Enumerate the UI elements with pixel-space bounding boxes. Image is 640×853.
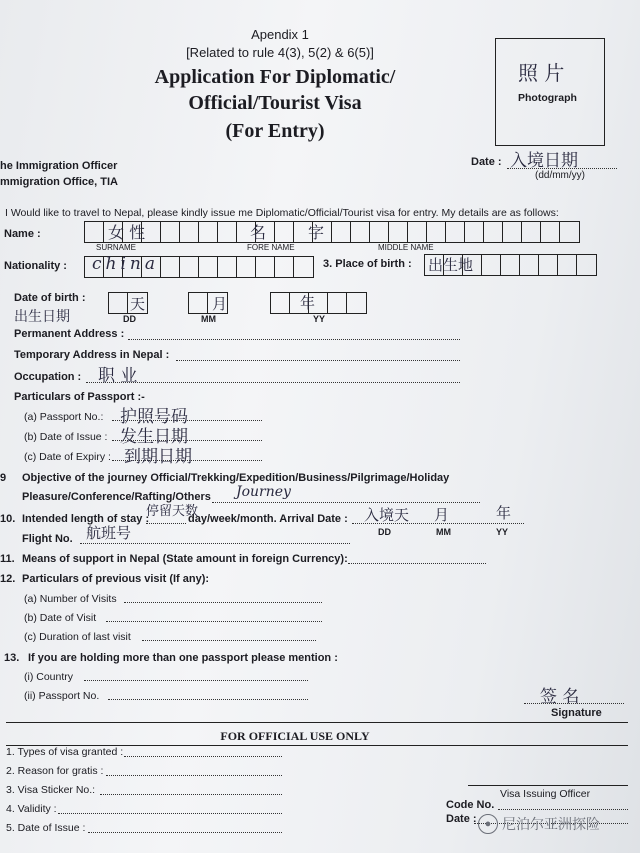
- official-item-1: 1. Types of visa granted :: [6, 746, 124, 758]
- previous-label: Particulars of previous visit (If any):: [22, 573, 210, 585]
- photo-handwriting: 照 片: [518, 61, 565, 85]
- official-date-label: Date :: [446, 813, 477, 825]
- support-label: Means of support in Nepal (State amount in foreign Currency):: [22, 553, 348, 565]
- name-label: Name :: [4, 228, 41, 240]
- code-field[interactable]: [498, 809, 628, 810]
- previous-b-label: (b) Date of Visit: [24, 612, 97, 624]
- signature-field[interactable]: [524, 703, 624, 704]
- name-forename-handwriting-2: 字: [308, 223, 325, 242]
- dob-year-boxes[interactable]: [270, 292, 367, 314]
- permanent-address-label: Permanent Address :: [14, 328, 125, 340]
- surname-caption: SURNAME: [96, 243, 137, 252]
- occupation-label: Occupation :: [14, 371, 82, 383]
- intro-text: I Would like to travel to Nepal, please kindly issue me Diplomatic/Official/Tourist visa for entry. My details are as follows:: [5, 207, 559, 219]
- stay-length-field[interactable]: [146, 523, 186, 524]
- arrival-month-handwriting: 月: [434, 506, 450, 524]
- official-item-2: 2. Reason for gratis :: [6, 765, 104, 777]
- official-item-5-field[interactable]: [88, 832, 282, 833]
- multiple-passport-label: (ii) Passport No.: [24, 690, 100, 702]
- watermark-text: 尼泊尔亚洲探险: [502, 816, 600, 832]
- official-item-3-field[interactable]: [100, 794, 282, 795]
- signature-handwriting: 签 名: [540, 687, 580, 707]
- objective-number: 9: [0, 472, 7, 484]
- temporary-address-label: Temporary Address in Nepal :: [14, 349, 170, 361]
- nationality-label: Nationality :: [4, 260, 67, 272]
- official-item-5: 5. Date of Issue :: [6, 822, 86, 834]
- wechat-icon: ●: [478, 814, 498, 834]
- rule-reference: [Related to rule 4(3), 5(2) & 6(5)]: [186, 45, 374, 60]
- arrival-yy-caption: YY: [496, 527, 509, 537]
- temporary-address-field[interactable]: [176, 360, 460, 361]
- form-title-line3: (For Entry): [225, 120, 325, 142]
- passport-no-handwriting: 护照号码: [120, 407, 188, 427]
- dob-mm-caption: MM: [201, 314, 216, 324]
- official-top-rule: [6, 722, 628, 723]
- forename-caption: FORE NAME: [247, 243, 295, 252]
- previous-c-label: (c) Duration of last visit: [24, 631, 131, 643]
- previous-a-field[interactable]: [124, 602, 322, 603]
- flight-field[interactable]: [80, 543, 350, 544]
- dob-label: Date of birth :: [14, 292, 86, 304]
- multiple-number: 13.: [4, 652, 20, 664]
- passport-expiry-handwriting: 到期日期: [124, 447, 192, 467]
- multiple-country-field[interactable]: [84, 680, 308, 681]
- official-item-1-field[interactable]: [124, 756, 282, 757]
- dob-note-handwriting: 出生日期: [14, 309, 70, 325]
- name-surname-handwriting: 女 性: [108, 223, 146, 242]
- middlename-caption: MIDDLE NAME: [378, 243, 434, 252]
- addressee-line1: he Immigration Officer: [0, 160, 118, 172]
- flight-handwriting: 航班号: [86, 524, 132, 542]
- apendix-label: Apendix 1: [251, 27, 309, 42]
- dob-month-handwriting: 月: [212, 295, 228, 313]
- arrival-year-handwriting: 年: [496, 504, 512, 522]
- previous-number: 12.: [0, 573, 16, 585]
- passport-no-label: (a) Passport No.:: [24, 411, 104, 423]
- previous-c-field[interactable]: [142, 640, 316, 641]
- passport-issue-label: (b) Date of Issue :: [24, 431, 108, 443]
- previous-a-label: (a) Number of Visits: [24, 593, 117, 605]
- photo-label: Photograph: [518, 92, 577, 104]
- form-title-line1: Application For Diplomatic/: [154, 66, 396, 88]
- signature-label: Signature: [551, 707, 602, 719]
- support-number: 11.: [0, 553, 15, 565]
- date-format: (dd/mm/yy): [535, 170, 585, 181]
- flight-label: Flight No.: [22, 533, 73, 545]
- objective-line1: Objective of the journey Official/Trekking/Expedition/Business/Pilgrimage/Holiday: [22, 472, 450, 484]
- photo-box[interactable]: [495, 38, 605, 146]
- stay-label: Intended length of stay :: [22, 513, 150, 525]
- objective-line2: Pleasure/Conference/Rafting/Others: [22, 491, 211, 503]
- code-label: Code No.: [446, 799, 495, 811]
- stay-number: 10.: [0, 513, 16, 525]
- stay-handwriting: 停留天数: [146, 504, 199, 519]
- multiple-passport-field[interactable]: [108, 699, 308, 700]
- addressee-line2: mmigration Office, TIA: [0, 176, 118, 188]
- watermark: [478, 814, 600, 834]
- objective-field[interactable]: [212, 502, 480, 503]
- objective-handwriting: Journey: [236, 484, 291, 500]
- multiple-label: If you are holding more than one passport please mention :: [28, 652, 338, 664]
- occupation-field[interactable]: [86, 382, 460, 383]
- multiple-country-label: (i) Country: [24, 671, 74, 683]
- dob-year-handwriting: 年: [300, 294, 316, 312]
- arrival-dd-caption: DD: [378, 527, 391, 537]
- place-of-birth-handwriting: 出生地: [428, 256, 474, 274]
- dob-day-handwriting: 天: [130, 295, 146, 313]
- support-field[interactable]: [348, 563, 486, 564]
- official-title: FOR OFFICIAL USE ONLY: [220, 729, 370, 743]
- name-forename-handwriting-1: 名: [250, 223, 267, 242]
- passport-section-label: Particulars of Passport :-: [14, 391, 145, 403]
- date-label: Date :: [471, 156, 502, 168]
- arrival-day-handwriting: 入境天: [364, 506, 410, 524]
- stay-mid-label: day/week/month. Arrival Date :: [188, 513, 348, 525]
- form-title-line2: Official/Tourist Visa: [188, 92, 362, 114]
- date-handwriting: 入境日期: [510, 151, 578, 171]
- dob-dd-caption: DD: [123, 314, 136, 324]
- passport-issue-handwriting: 发生日期: [120, 427, 188, 447]
- passport-expiry-label: (c) Date of Expiry :: [24, 451, 111, 463]
- arrival-mm-caption: MM: [436, 527, 451, 537]
- name-boxes[interactable]: [84, 221, 580, 243]
- place-of-birth-label: 3. Place of birth :: [323, 258, 412, 270]
- officer-signature-line[interactable]: [468, 785, 628, 786]
- official-item-4: 4. Validity :: [6, 803, 57, 815]
- dob-yy-caption: YY: [313, 314, 326, 324]
- official-item-4-field[interactable]: [58, 813, 282, 814]
- official-item-2-field[interactable]: [106, 775, 282, 776]
- previous-b-field[interactable]: [106, 621, 322, 622]
- official-item-3: 3. Visa Sticker No.:: [6, 784, 96, 796]
- occupation-handwriting: 职 业: [98, 366, 138, 386]
- nationality-handwriting: china: [92, 254, 159, 274]
- permanent-address-field[interactable]: [128, 339, 460, 340]
- officer-label: Visa Issuing Officer: [500, 788, 591, 800]
